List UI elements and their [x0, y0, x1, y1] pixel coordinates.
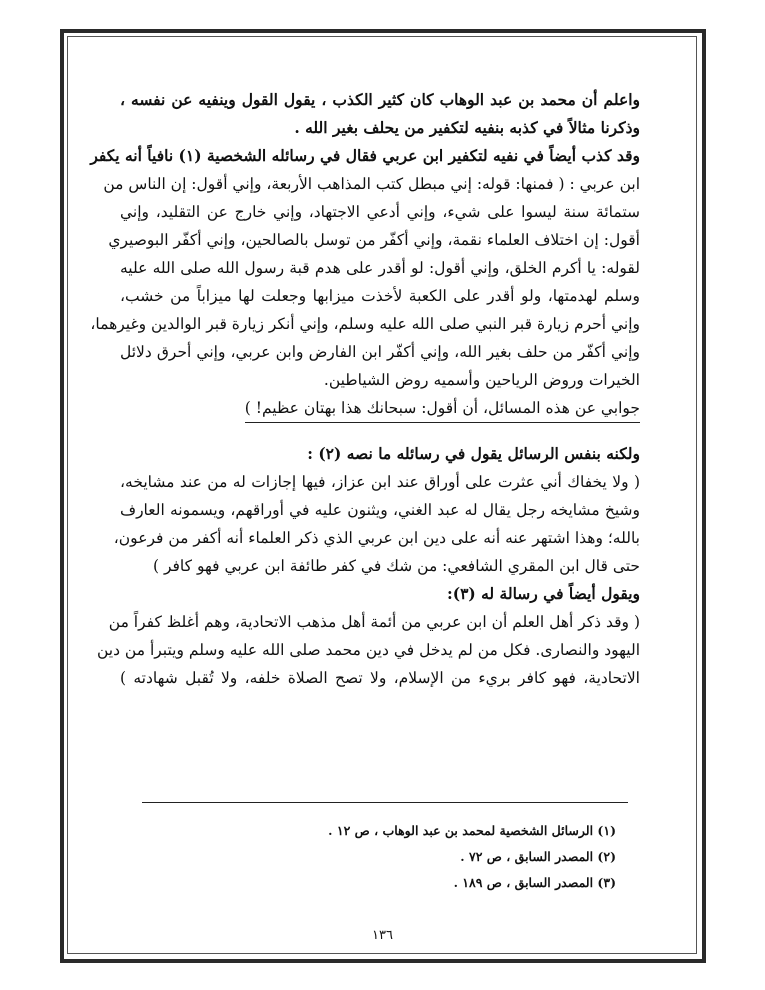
- text-line: وسلم لهدمتها، ولو أقدر على الكعبة لأخذت ميزابها وجعلت لها ميزاباً من خشب،: [120, 287, 640, 305]
- footnote-divider: [142, 802, 628, 803]
- text-line: وذكرنا مثالاً في كذبه بنفيه لتكفير من يحلف بغير الله .: [294, 118, 640, 137]
- text-line-underlined: [120, 394, 640, 422]
- page-body: [90, 86, 640, 692]
- text-line: ولكنه بنفس الرسائل يقول في رسائله ما نصه (٢) :: [307, 444, 640, 463]
- text-line: وشيخ مشايخه رجل يقال له عبد الغني، ويثنون عليه في أوراقهم، ويسمونه العارف: [120, 501, 640, 519]
- text-line: واعلم أن محمد بن عبد الوهاب كان كثير الكذب ، يقول القول وينفيه عن نفسه ،: [120, 90, 640, 109]
- text-line: ( وقد ذكر أهل العلم أن ابن عربي من أئمة أهل مذهب الاتحادية، وهم أغلظ كفراً من: [108, 613, 640, 631]
- text-line: ( ولا يخفاك أني عثرت على أوراق عند ابن عزاز، فيها إجازات له من عند مشايخه،: [120, 473, 640, 491]
- footnote-item: (٣) المصدر السابق ، ص ١٨٩ .: [453, 875, 616, 890]
- text-line: ابن عربي : ( فمنها: قوله: إني مبطل كتب المذاهب الأربعة، وإني أقول: إن الناس من: [103, 175, 640, 193]
- text-line: وإني أحرم زيارة قبر النبي صلى الله عليه وسلم، وإني أنكر زيارة قبر الوالدين وغيرهما،: [90, 315, 640, 333]
- text-line: الخيرات وروض الرياحين وأسميه روض الشياطين.: [323, 371, 640, 389]
- text-line: الاتحادية، فهو كافر بريء من الإسلام، ولا تصح الصلاة خلفه، ولا تُقبل شهادته ): [120, 669, 640, 687]
- footnote-item: (١) الرسائل الشخصية لمحمد بن عبد الوهاب ، ص ١٢ .: [328, 823, 616, 838]
- text-line: لقوله: يا أكرم الخلق، وإني أقول: لو أقدر على هدم قبة رسول الله صلى الله عليه: [120, 259, 640, 277]
- footnotes: [142, 818, 628, 896]
- text-line: حتى قال ابن المقري الشافعي: من شك في كفر طائفة ابن عربي فهو كافر ): [153, 557, 640, 575]
- page-number: ١٣٦: [372, 928, 393, 943]
- text-line: اليهود والنصارى. فكل من لم يدخل في دين محمد صلى الله عليه وسلم ويتبرأ من دين: [96, 641, 640, 659]
- text-line: ستمائة سنة ليسوا على شيء، وإني أدعي الاجتهاد، وإني خارج عن التقليد، وإني: [120, 203, 640, 221]
- paragraph-gap: [120, 422, 640, 440]
- text-line: أقول: إن اختلاف العلماء نقمة، وإني أكفّر من توسل بالصالحين، وإني أكفّر البوصيري: [108, 231, 640, 249]
- text-line: وقد كذب أيضاً في نفيه لتكفير ابن عربي فقال في رسائله الشخصية (١) نافياً أنه يكفر: [90, 146, 640, 165]
- text-line: ويقول أيضاً في رسالة له (٣):: [447, 584, 640, 603]
- footnote-item: (٢) المصدر السابق ، ص ٧٢ .: [460, 849, 616, 864]
- text-line: وإني أكفّر من حلف بغير الله، وإني أكفّر ابن الفارض وابن عربي، وإني أحرق دلائل: [120, 343, 640, 361]
- underlined-quote: جوابي عن هذه المسائل، أن أقول: سبحانك هذا بهتان عظيم! ): [245, 394, 640, 423]
- text-line: بالله؛ وهذا اشتهر عنه أنه على دين ابن عربي الذي ذكر العلماء أنه أكفر من فرعون،: [113, 529, 640, 547]
